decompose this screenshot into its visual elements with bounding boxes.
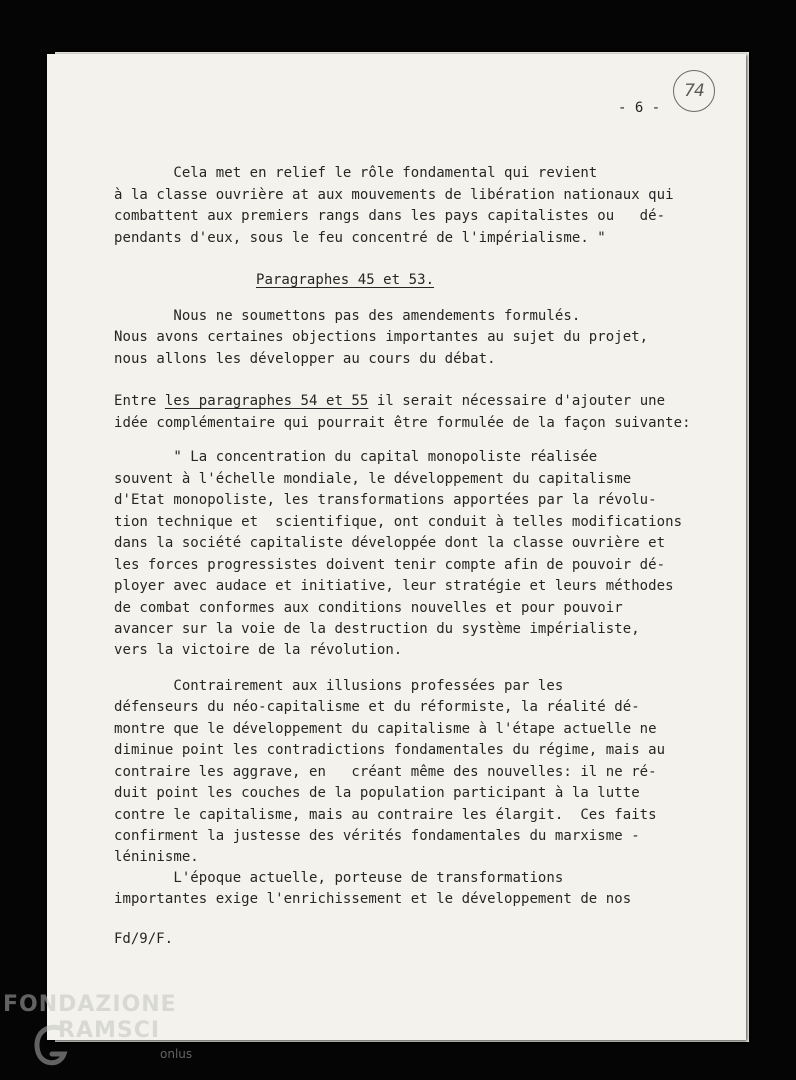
text-line: montre que le développement du capitalisme à l'étape actuelle ne xyxy=(114,721,657,737)
text-line xyxy=(114,391,665,413)
text-line: contraire les aggrave, en créant même des nouvelles: il ne ré- xyxy=(114,764,657,780)
text-line: diminue point les contradictions fondamentales du régime, mais au xyxy=(114,742,666,758)
text-line: Contrairement aux illusions professées par les xyxy=(114,678,564,694)
text-line: dans la société capitaliste développée dont la classe ouvrière et xyxy=(114,535,666,551)
text-line: Nous ne soumettons pas des amendements formulés. xyxy=(114,308,581,324)
text-line: " La concentration du capital monopoliste réalisée xyxy=(114,449,598,465)
text-line: pendants d'eux, sous le feu concentré de l'impérialisme. " xyxy=(114,230,606,246)
watermark-line-1: FONDAZIONE xyxy=(3,992,177,1017)
text-line: avancer sur la voie de la destruction du système impérialiste, xyxy=(114,621,640,637)
text-line: contre le capitalisme, mais au contraire les élargit. Ces faits xyxy=(114,807,657,823)
text-line: confirment la justesse des vérités fondamentales du marxisme - xyxy=(114,828,640,844)
foundation-watermark xyxy=(0,990,210,1080)
text-line: nous allons les développer au cours du débat. xyxy=(114,351,496,367)
text-line: vers la victoire de la révolution. xyxy=(114,642,403,658)
text-line: souvent à l'échelle mondiale, le développement du capitalisme xyxy=(114,471,632,487)
text-line: idée complémentaire qui pourrait être formulée de la façon suivante: xyxy=(114,415,691,431)
watermark-line-2: RAMSCI xyxy=(58,1018,161,1043)
text-line: les forces progressistes doivent tenir compte afin de pouvoir dé- xyxy=(114,557,666,573)
text-line: duit point les couches de la population participant à la lutte xyxy=(114,785,640,801)
underlined-reference: les paragraphes 54 et 55 xyxy=(164,393,369,409)
text-line: Nous avons certaines objections importantes au sujet du projet, xyxy=(114,329,649,345)
section-heading: Paragraphes 45 et 53. xyxy=(256,272,435,288)
page-number: - 6 - xyxy=(618,100,661,116)
text-line: de combat conformes aux conditions nouvelles et pour pouvoir xyxy=(114,600,623,616)
text-line: à la classe ouvrière at aux mouvements de libération nationaux qui xyxy=(114,187,674,203)
text-segment: Entre xyxy=(114,393,165,409)
document-reference: Fd/9/F. xyxy=(114,931,174,947)
text-line: importantes exige l'enrichissement et le développement de nos xyxy=(114,891,632,907)
text-line: défenseurs du néo-capitalisme et du réformiste, la réalité dé- xyxy=(114,699,640,715)
text-segment: il serait nécessaire d'ajouter une xyxy=(368,393,666,409)
text-line: tion technique et scientifique, ont conduit à telles modifications xyxy=(114,514,683,530)
text-line: combattent aux premiers rangs dans les pays capitalistes ou dé- xyxy=(114,208,666,224)
watermark-line-3: onlus xyxy=(160,1047,193,1061)
text-line: d'Etat monopoliste, les transformations apportées par la révolu- xyxy=(114,492,657,508)
text-line: ployer avec audace et initiative, leur stratégie et leurs méthodes xyxy=(114,578,674,594)
text-line: L'époque actuelle, porteuse de transformations xyxy=(114,870,564,886)
text-line: Cela met en relief le rôle fondamental qui revient xyxy=(114,165,598,181)
archive-number-stamp: 74 xyxy=(673,70,715,112)
text-line: léninisme. xyxy=(114,849,199,865)
